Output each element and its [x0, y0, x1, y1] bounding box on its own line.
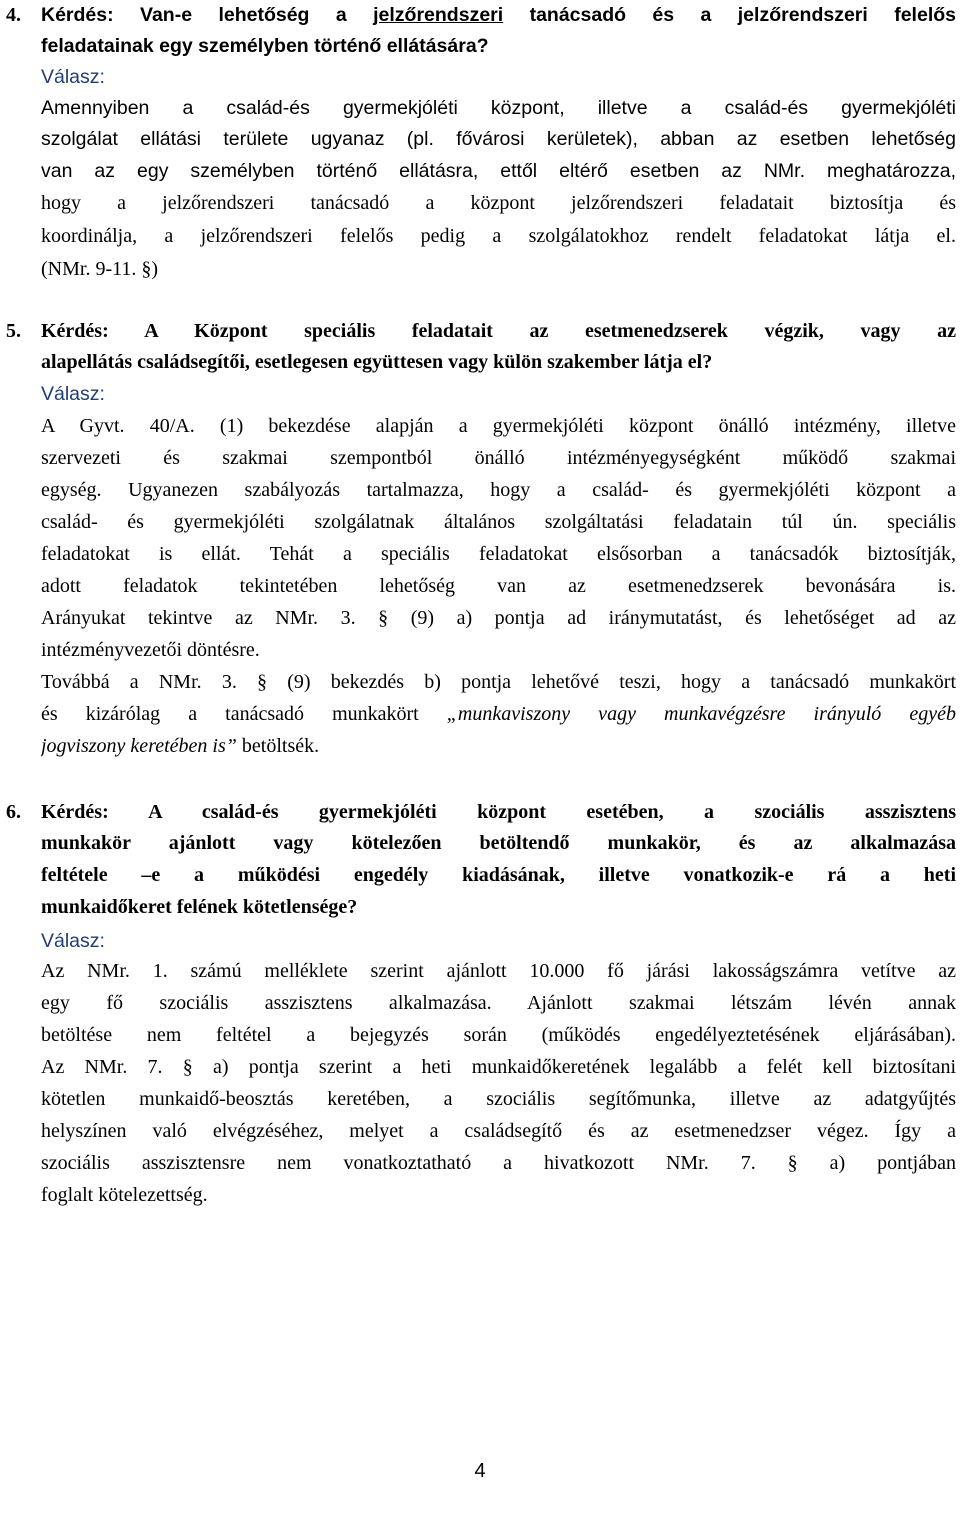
answer-text: betöltése nem feltétel a bejegyzés során (működés engedélyeztetésének eljárásában).: [41, 1024, 956, 1046]
answer-text: kötetlen munkaidő-beosztás keretében, a szociális segítőmunka, illetve az adatgyűjtés: [41, 1088, 956, 1110]
question-number: 5.: [6, 320, 21, 342]
answer-text: Továbbá a NMr. 3. § (9) bekezdés b) pontja lehetővé teszi, hogy a tanácsadó munkakört: [41, 671, 956, 693]
answer-text: jogviszony keretében is” betöltsék.: [41, 735, 320, 757]
answer-text: feladatokat is ellát. Tehát a speciális feladatokat elsősorban a tanácsadók biztosítják,: [41, 543, 956, 565]
answer-text: szervezeti és szakmai szempontból önálló intézményegységként működő szakmai: [41, 447, 956, 469]
answer-text: foglalt kötelezettség.: [41, 1184, 208, 1206]
answer-text: (NMr. 9-11. §): [41, 258, 159, 280]
answer-label: Válasz:: [41, 66, 105, 88]
page-number: 4: [474, 1460, 486, 1482]
question-title: munkakör ajánlott vagy kötelezően betöltendő munkakör, és az alkalmazása: [41, 832, 956, 854]
question-title: alapellátás családsegítői, esetlegesen együttesen vagy külön szakember látja el?: [41, 351, 713, 373]
question-title: munkaidőkeret felének kötetlensége?: [41, 896, 358, 918]
answer-text: van az egy személyben történő ellátásra, ettől eltérő esetben az NMr. meghatározza,: [41, 160, 956, 182]
question-title: feladatainak egy személyben történő ellátására?: [41, 35, 489, 57]
question-title: Kérdés: A Központ speciális feladatait az esetmenedzserek végzik, vagy az: [41, 320, 956, 342]
answer-text: koordinálja, a jelzőrendszeri felelős pedig a szolgálatokhoz rendelt feladatokat látja el.: [41, 225, 956, 247]
answer-text: család- és gyermekjóléti szolgálatnak általános szolgáltatási feladatain túl ún. speciális: [41, 511, 956, 533]
question-title: Kérdés: A család-és gyermekjóléti központ esetében, a szociális asszisztens: [41, 801, 956, 823]
answer-text: Az NMr. 1. számú melléklete szerint ajánlott 10.000 fő járási lakosságszámra vetítve az: [41, 960, 956, 982]
answer-text: és kizárólag a tanácsadó munkakört „munkaviszony vagy munkavégzésre irányuló egyéb: [41, 703, 956, 725]
answer-text: hogy a jelzőrendszeri tanácsadó a központ jelzőrendszeri feladatait biztosítja és: [41, 192, 956, 214]
answer-text: Az NMr. 7. § a) pontja szerint a heti munkaidőkeretének legalább a felét kell biztosítani: [41, 1056, 956, 1078]
answer-label: Válasz:: [41, 383, 105, 405]
answer-text: Arányukat tekintve az NMr. 3. § (9) a) pontja ad iránymutatást, és lehetőséget ad az: [41, 607, 956, 629]
answer-text: adott feladatok tekintetében lehetőség van az esetmenedzserek bevonására is.: [41, 575, 956, 597]
answer-text: Amennyiben a család-és gyermekjóléti központ, illetve a család-és gyermekjóléti: [41, 97, 956, 119]
question-number: 4.: [6, 4, 21, 26]
answer-label: Válasz:: [41, 930, 105, 952]
answer-text: A Gyvt. 40/A. (1) bekezdése alapján a gyermekjóléti központ önálló intézmény, illetve: [41, 415, 956, 437]
question-title: feltétele –e a működési engedély kiadásának, illetve vonatkozik-e rá a heti: [41, 864, 956, 886]
answer-text: intézményvezetői döntésre.: [41, 639, 260, 661]
answer-text: szolgálat ellátási területe ugyanaz (pl. fővárosi kerületek), abban az esetben lehetőség: [41, 128, 956, 150]
question-number: 6.: [6, 801, 21, 823]
question-title: Kérdés: Van-e lehetőség a jelzőrendszeri tanácsadó és a jelzőrendszeri felelős: [41, 4, 956, 26]
answer-text: helyszínen való elvégzéséhez, melyet a családsegítő és az esetmenedzser végez. Így a: [41, 1120, 956, 1142]
answer-text: szociális asszisztensre nem vonatkoztatható a hivatkozott NMr. 7. § a) pontjában: [41, 1152, 956, 1174]
answer-text: egység. Ugyanezen szabályozás tartalmazza, hogy a család- és gyermekjóléti központ a: [41, 479, 956, 501]
answer-text: egy fő szociális asszisztens alkalmazása. Ajánlott szakmai létszám lévén annak: [41, 992, 956, 1014]
